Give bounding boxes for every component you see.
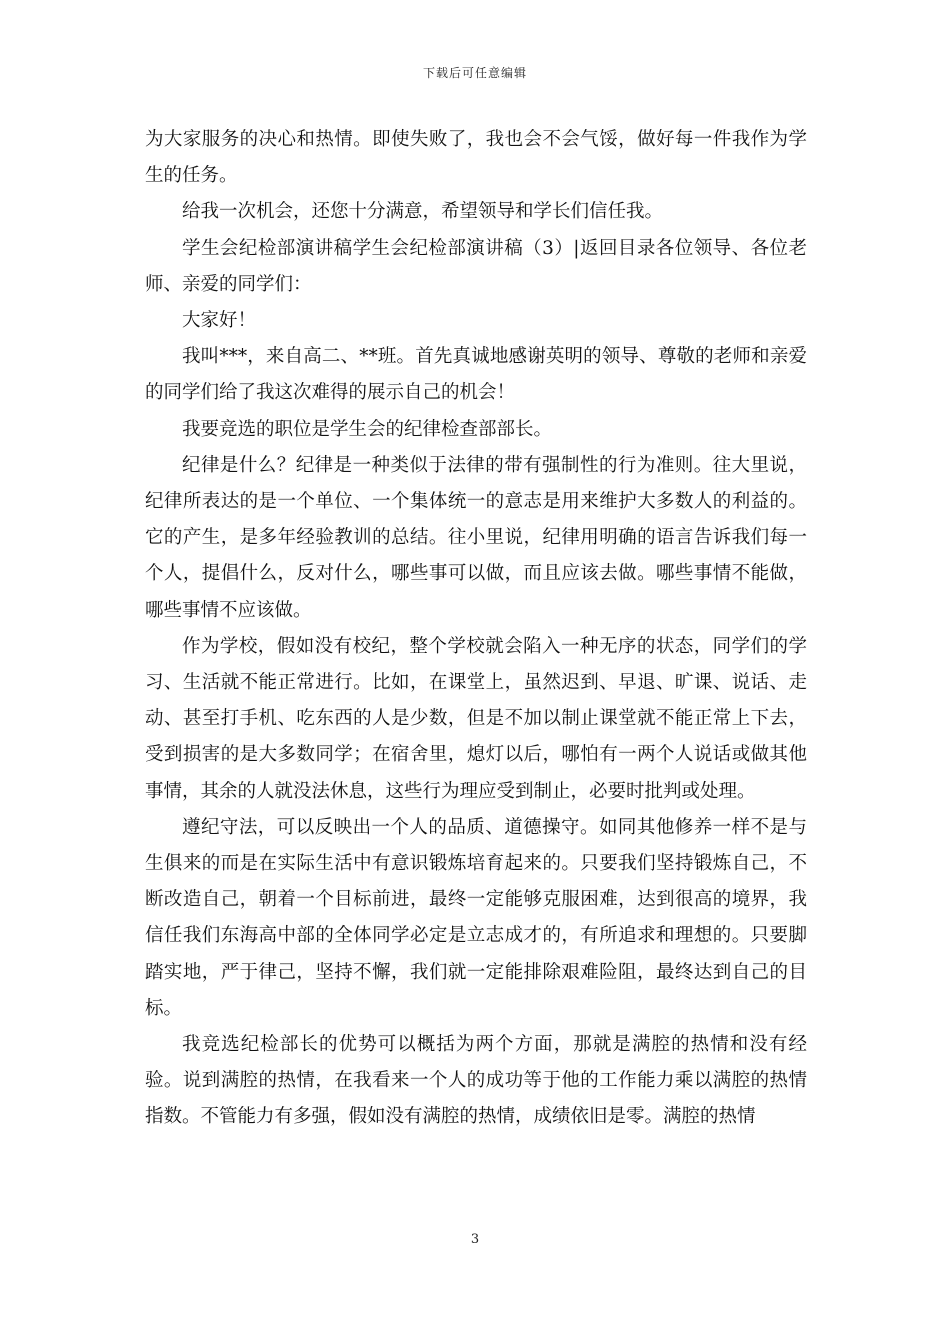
paragraph-1: 为大家服务的决心和热情。即使失败了，我也会不会气馁，做好每一件我作为学生的任务。 bbox=[145, 129, 807, 187]
paragraph-2: 给我一次机会，还您十分满意，希望领导和学长们信任我。 bbox=[182, 201, 664, 223]
paragraph-9: 遵纪守法，可以反映出一个人的品质、道德操守。如同其他修养一样不是与生俱来的而是在实际生活中有意识锻炼培育起来的。只要我们坚持锻炼自己，不断改造自己，朝着一个目标前进，最终一定能够克服困难，达到很高的境界，我信任我们东海高中部的全体同学必定是立志成才的，有所追求和理想的。只要脚踏实地，严于律己，坚持不懈，我们就一定能排除艰难险阻，最终达到自己的目标。 bbox=[145, 816, 807, 1019]
paragraph-10: 我竞选纪检部长的优势可以概括为两个方面，那就是满腔的热情和没有经验。说到满腔的热情，在我看来一个人的成功等于他的工作能力乘以满腔的热情指数。不管能力有多强，假如没有满腔的热情，成绩依旧是零。满腔的热情 bbox=[145, 1034, 807, 1128]
paragraph-4: 大家好！ bbox=[182, 310, 257, 332]
page-header: 下载后可任意编辑 bbox=[422, 66, 527, 80]
paragraph-6: 我要竞选的职位是学生会的纪律检查部部长。 bbox=[182, 418, 553, 440]
paragraph-5: 我叫***，来自高二、**班。首先真诚地感谢英明的领导、尊敬的老师和亲爱的同学们给了我这次难得的展示自己的机会！ bbox=[145, 346, 807, 404]
page-number: 3 bbox=[470, 1232, 480, 1247]
document-body bbox=[145, 122, 807, 1136]
paragraph-3: 学生会纪检部演讲稿学生会纪检部演讲稿（3）|返回目录各位领导、各位老师、亲爱的同学们： bbox=[145, 237, 807, 295]
paragraph-8: 作为学校，假如没有校纪，整个学校就会陷入一种无序的状态，同学们的学习、生活就不能正常进行。比如，在课堂上，虽然迟到、早退、旷课、说话、走动、甚至打手机、吃东西的人是少数，但是不加以制止课堂就不能正常上下去，受到损害的是大多数同学；在宿舍里，熄灯以后，哪怕有一两个人说话或做其他事情，其余的人就没法休息，这些行为理应受到制止，必要时批判或处理。 bbox=[145, 635, 807, 802]
paragraph-7: 纪律是什么？纪律是一种类似于法律的带有强制性的行为准则。往大里说，纪律所表达的是一个单位、一个集体统一的意志是用来维护大多数人的利益的。它的产生，是多年经验教训的总结。往小里说，纪律用明确的语言告诉我们每一个人，提倡什么，反对什么，哪些事可以做，而且应该去做。哪些事情不能做，哪些事情不应该做。 bbox=[145, 454, 807, 621]
